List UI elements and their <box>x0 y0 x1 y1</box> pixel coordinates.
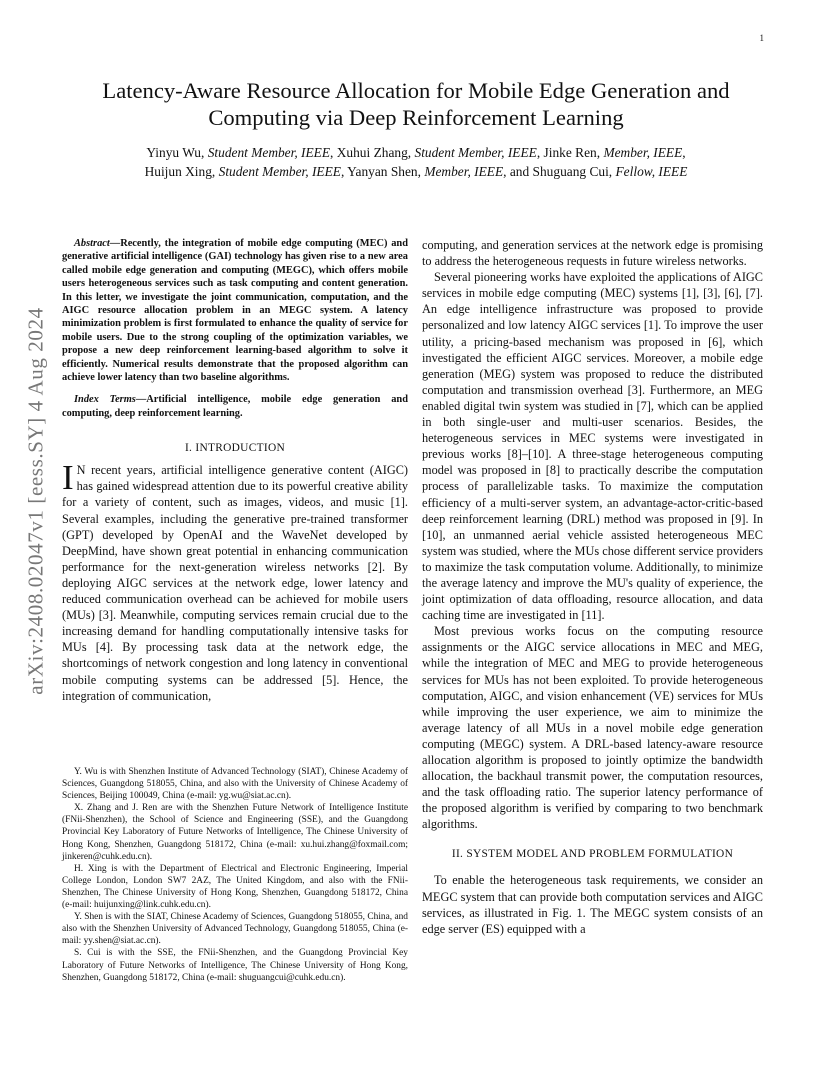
intro-paragraph-1 <box>62 458 408 703</box>
author-list <box>66 144 766 181</box>
arxiv-stamp <box>17 236 55 766</box>
section-heading-introduction <box>62 442 408 454</box>
author-role: Member, IEEE <box>424 163 504 179</box>
footnote-xing: H. Xing is with the Department of Electrical and Electronic Engineering, Imperial College London, London SW7 2AZ, The United Kingdom, and also with the FNii-Shenzhen, The Chinese University of Hong Kong, Shenzhen, Guangdong 518172, China (e-mail: huijunxing@link.cuhk.edu.cn). <box>62 863 408 911</box>
arxiv-stamp-text: arXiv:2408.02047v1 [eess.SY] 4 Aug 2024 <box>23 307 48 695</box>
abstract-label: Abstract <box>74 238 110 249</box>
author-name: Yinyu Wu <box>146 145 201 160</box>
author-role: Student Member, IEEE <box>414 145 537 160</box>
section-initial: M <box>516 848 527 861</box>
author-name: Shuguang Cui <box>532 163 609 179</box>
author-role: Student Member, IEEE <box>207 145 331 160</box>
section-initial: F <box>648 848 655 861</box>
section-initial: S <box>466 848 473 861</box>
author-role: Member, IEEE <box>603 145 683 160</box>
author-sep: , <box>407 145 415 160</box>
model-paragraph-1: To enable the heterogeneous task requirements, we consider an MEGC system that can provide both computation services and AIGC services, as illustrated in Fig. 1. The MEGC system consists of an edge server (ES) equipped with a <box>422 873 763 936</box>
section-initial: I <box>195 442 200 455</box>
index-terms-label: Index Terms <box>74 394 136 406</box>
author-name: Huijun Xing <box>144 163 212 179</box>
author-sep: , <box>608 163 616 179</box>
footnote-wu: Y. Wu is with Shenzhen Institute of Advanced Technology (SIAT), Chinese Academy of Sciences, Guangdong 518055, China, and also with the University of Chinese Academy of Sciences, Beijing 100049, China (e-mail: yg.wu@siat.ac.cn). <box>62 767 408 802</box>
right-column <box>422 237 763 937</box>
section-initial: P <box>589 848 596 861</box>
author-role: Fellow, IEEE <box>615 163 688 179</box>
author-sep: , <box>596 145 604 160</box>
author-sep: , <box>417 163 425 179</box>
author-sep: , <box>330 145 337 160</box>
section-title-rest: NTRODUCTION <box>199 442 286 455</box>
section-number: I. <box>184 442 196 455</box>
intro-paragraph-3: Most previous works focus on the computing resource assignments or the AIGC service allocations in MEC and MEG, while the integration of MEC and MEG to provide heterogeneous services for MUs has not been exploited. To provide heterogeneous computation, AIGC, and vision enhancement (VE) services for MUs while improving the user experience, we aim to minimize the average latency of all MUs in a novel mobile edge generation computing (MEGC) system. A DRL-based latency-aware resource allocation algorithm is proposed to jointly optimize the bandwidth allocation, the backhaul transmit power, the computation resources, and the task offloading ratio. The superior latency performance of the proposed algorithm is verified by comparing to two benchmark algorithms. <box>422 624 763 832</box>
intro-lead-text: N recent years, artificial intelligence generative content (AIGC) has gained widespread attention due to its powerful creative ability for a variety of content, such as images, videos, and music [1]. Several examples, including the generative pre-trained transformer (GPT) developed by OpenAI and the WaveNet developed by DeepMind, have shown great potential in enhancing communication performance for the next-generation wireless networks [2]. By deploying AIGC services at the network edge, lower latency and reduced communication overhead can be achieved for mobile users (MUs) [3]. Meanwhile, computing services remain crucial due to the increasing demand for handling computationally intensive tasks for MUs [4]. By processing task data at the network edge, the shortcomings of network congestion and long latency in conventional mobile computing systems can be addressed [5]. Hence, the integration of communication, <box>62 463 408 703</box>
author-sep: , and <box>503 163 533 179</box>
author-sep: , <box>536 145 544 160</box>
author-role: Student Member, IEEE <box>218 163 341 179</box>
abstract-text: —Recently, the integration of mobile edge computing (MEC) and generative artificial intelligence (GAI) technology has given rise to a new area called mobile edge generation and computing (MEGC), which offers mobile users heterogeneous services such as task computing and content generation. In this letter, we investigate the joint communication, computation, and the AIGC resource allocation problem in an MEGC system. A latency minimization problem is first formulated to enhance the quality of service for mobile users. Due to the strong coupling of the optimization variables, we propose a new deep reinforcement learning-based algorithm to solve it efficiently. Numerical results demonstrate that the proposed algorithm can achieve lower latency than two baseline algorithms. <box>62 238 408 384</box>
section-heading-system-model <box>422 848 763 860</box>
author-name: Jinke Ren <box>543 145 597 160</box>
section-title-rest: ODEL AND <box>526 848 586 861</box>
footnotes <box>62 766 408 984</box>
index-terms <box>62 393 408 420</box>
section-number: II. <box>451 848 467 861</box>
author-sep: , <box>340 163 348 179</box>
left-column <box>62 237 408 704</box>
section-title-rest: YSTEM <box>473 848 514 861</box>
section-title-rest: ORMULATION <box>654 848 734 861</box>
index-terms-text: —Artificial intelligence, mobile edge generation and computing, deep reinforcement learning. <box>62 394 408 419</box>
abstract <box>62 237 408 384</box>
author-name: Yanyan Shen <box>347 163 418 179</box>
intro-paragraph-2: Several pioneering works have exploited the applications of AIGC services in mobile edge computing (MEC) systems [1], [3], [6], [7]. An edge intelligence infrastructure was proposed to provide personalized and low latency AIGC services [1]. To improve the user utility, a pricing-based mechanism was proposed in [6], which investigated the efficient AIGC services. Moreover, a mobile edge generation (MEG) system was proposed to reduce the distributed computation and transmission overhead [3]. Furthermore, an MEG enabled digital twin system was studied in [7], which can be applied in both single-user and multi-user scenarios. Besides, the heterogeneous services in MEC systems were investigated in previous works [8]–[10]. A three-stage heterogeneous computing model was proposed in [8] to practically describe the computation process of parallelizable tasks. To maximize the computation efficiency of a multi-server system, an advantage-actor-critic-based deep reinforcement learning (DRL) method was proposed in [9]. In [10], an unmanned aerial vehicle assisted heterogeneous MEC system was studied, where the MUs chose different service providers to maximize the task computation volume. Additionally, to minimize the average latency and improve the MU's quality of experience, the joint optimization of data offloading, resource allocation, and data caching time are investigated in [11]. <box>422 270 763 623</box>
intro-paragraph-1-continued: computing, and generation services at the network edge is promising to address the heterogeneous requests in future wireless networks. <box>422 238 763 269</box>
drop-cap: I <box>62 458 74 498</box>
footnote-shen: Y. Shen is with the SIAT, Chinese Academy of Sciences, Guangdong 518055, China, and also with the Shenzhen University of Advanced Technology, Guangdong 518055, China (e-mail: yy.shen@siat.ac.cn). <box>62 912 408 947</box>
author-name: Xuhui Zhang <box>336 145 408 160</box>
author-sep: , <box>211 163 219 179</box>
page-number: 1 <box>759 33 764 43</box>
paper-title: Latency-Aware Resource Allocation for Mobile Edge Generation and Computing via Deep Reinforcement Learning <box>102 78 730 130</box>
footnote-zhang-ren: X. Zhang and J. Ren are with the Shenzhen Future Network of Intelligence Institute (FNii-Shenzhen), the School of Science and Engineering (SSE), and the Guangdong Provincial Key Laboratory of Future Networks of Intelligence, The Chinese University of Hong Kong, Shenzhen, Guangdong 518172, China (e-mail: xu.hui.zhang@foxmail.com; jinkeren@cuhk.edu.cn). <box>62 803 408 862</box>
author-sep: , <box>201 145 208 160</box>
footnote-cui: S. Cui is with the SSE, the FNii-Shenzhen, and the Guangdong Provincial Key Laboratory of Future Networks of Intelligence, The Chinese University of Hong Kong, Shenzhen, Guangdong 518172, China (e-mail: shuguangcui@cuhk.edu.cn). <box>62 948 408 983</box>
author-sep: , <box>682 145 686 160</box>
section-title-rest: ROBLEM <box>595 848 646 861</box>
